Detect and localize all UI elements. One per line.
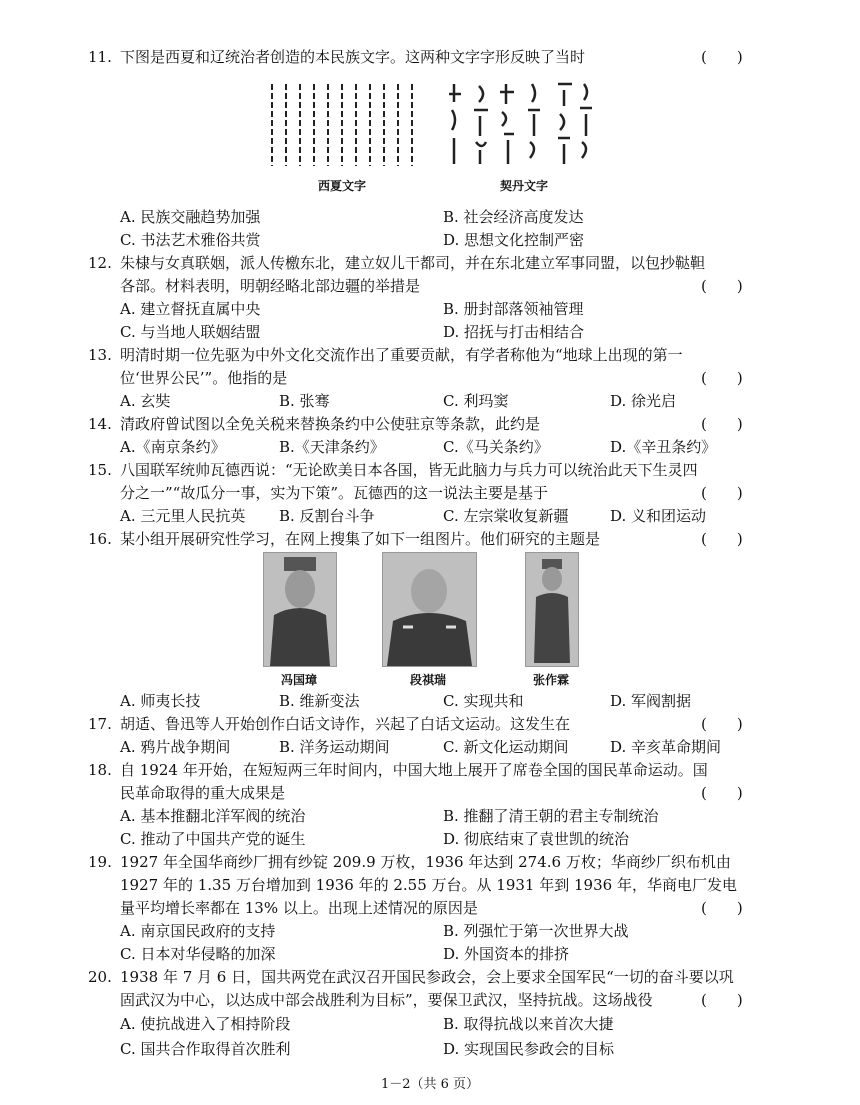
option-c[interactable]: C. 与当地人联姻结盟 [120,323,261,341]
option-c[interactable]: C. 利玛窦 [443,392,509,410]
option-b[interactable]: B. 社会经济高度发达 [443,208,584,226]
answer-bracket: ( ) [701,369,743,387]
khitan-script-image [449,84,592,164]
option-d[interactable]: D. 外国资本的排挤 [443,945,570,963]
options-row [0,505,860,528]
caption-xixia: 西夏文字 [317,179,366,193]
question-17 [0,713,860,736]
option-c[interactable]: C. 左宗棠收复新疆 [443,507,569,525]
option-a[interactable]: A. 使抗战进入了相持阶段 [120,1015,291,1033]
question-number: 11. [88,48,112,66]
option-b[interactable]: B. 推翻了清王朝的君主专制统治 [443,807,659,825]
question-text: 胡适、鲁迅等人开始创作白话文诗作，兴起了白话文运动。这发生在 [120,715,571,733]
option-a[interactable]: A. 民族交融趋势加强 [120,208,261,226]
question-text-line [0,874,860,897]
question-text-line [0,897,860,920]
option-d[interactable]: D.《辛丑条约》 [610,438,717,456]
options-row [0,390,860,413]
option-d[interactable]: D. 辛亥革命期间 [610,738,722,756]
question-12 [0,252,860,275]
question-13 [0,344,860,367]
answer-bracket: ( ) [701,784,743,802]
option-a[interactable]: A. 三元里人民抗英 [120,507,246,525]
option-d[interactable]: D. 彻底结束了袁世凯的统治 [443,830,630,848]
portrait-image [264,553,336,666]
question-text: 位‘世界公民’”。他指的是 [120,369,288,387]
option-c[interactable]: C. 新文化运动期间 [443,738,569,756]
question-text: 某小组开展研究性学习，在网上搜集了如下一组图片。他们研究的主题是 [120,530,601,548]
question-number: 14. [88,415,112,433]
option-b[interactable]: B. 册封部落领袖管理 [443,300,584,318]
option-a[interactable]: A. 鸦片战争期间 [120,738,231,756]
answer-bracket: ( ) [701,530,743,548]
option-d[interactable]: D. 徐光启 [610,392,677,410]
question-text-line [0,989,860,1012]
option-d[interactable]: D. 招抚与打击相结合 [443,323,585,341]
portrait-image [526,553,578,666]
option-c[interactable]: C.《马关条约》 [443,438,549,456]
question-text-line [0,275,860,298]
option-b[interactable]: B. 维新变法 [279,692,360,710]
question-text: 明清时期一位先驱为中外文化交流作出了重要贡献，有学者称他为“地球上出现的第一 [120,346,683,364]
question-text: 清政府曾试图以全免关税来替换条约中公使驻京等条款，此约是 [120,415,541,433]
options-row [0,690,860,713]
page-footer: 1－2（共 6 页） [380,1077,480,1092]
options-row [0,321,860,344]
options-row [0,943,860,966]
question-number: 19. [88,853,112,871]
question-text: 1927 年的 1.35 万台增加到 1936 年的 2.55 万台。从 1931 年到 1936 年，华商电厂发电 [120,876,737,894]
option-b[interactable]: B. 列强忙于第一次世界大战 [443,922,629,940]
option-d[interactable]: D. 军阀割据 [610,692,692,710]
option-a[interactable]: A. 南京国民政府的支持 [120,922,276,940]
option-b[interactable]: B. 张骞 [279,392,330,410]
option-c[interactable]: C. 日本对华侵略的加深 [120,945,276,963]
option-a[interactable]: A. 玄奘 [120,392,171,410]
options-row [0,920,860,943]
question-19 [0,851,860,874]
option-b[interactable]: B. 反割台斗争 [279,507,375,525]
question-14 [0,413,860,436]
answer-bracket: ( ) [701,715,743,733]
question-text: 1938 年 7 月 6 日，国共两党在武汉召开国民参政会，会上要求全国军民“一切的奋斗要以巩 [120,968,734,986]
question-text: 量平均增长率都在 13% 以上。出现上述情况的原因是 [120,899,478,917]
question-text: 固武汉为中心，以达成中部会战胜利为目标”，要保卫武汉，坚持抗战。这场战役 [120,991,653,1009]
answer-bracket: ( ) [701,277,743,295]
xixia-script-image [272,84,412,166]
portrait-photo-1 [263,552,337,667]
caption-khitan: 契丹文字 [499,179,548,193]
option-d[interactable]: D. 义和团运动 [610,507,707,525]
portrait-photo-2 [382,552,477,667]
options-row [0,1038,860,1061]
option-a[interactable]: A. 基本推翻北洋军阀的统治 [120,807,306,825]
question-15 [0,459,860,482]
option-d[interactable]: D. 实现国民参政会的目标 [443,1040,615,1058]
question-text-line [0,367,860,390]
options-row [0,436,860,459]
question-text: 分之一”“故瓜分一事，实为下策”。瓦德西的这一说法主要是基于 [120,484,549,502]
question-number: 18. [88,761,112,779]
question-number: 16. [88,530,112,548]
option-b[interactable]: B. 洋务运动期间 [279,738,390,756]
question-number: 17. [88,715,112,733]
option-c[interactable]: C. 书法艺术雅俗共赏 [120,231,261,249]
option-a[interactable]: A. 师夷长技 [120,692,201,710]
options-row [0,1013,860,1036]
figure-warlord-portraits [260,549,590,689]
option-b[interactable]: B.《天津条约》 [279,438,385,456]
question-text: 1927 年全国华商纱厂拥有纱锭 209.9 万枚，1936 年达到 274.6 万枚；华商纱厂织布机由 [120,853,731,871]
options-row [0,298,860,321]
question-text: 八国联军统帅瓦德西说：“无论欧美日本各国，皆无此脑力与兵力可以统治此天下生灵四 [120,461,698,479]
question-number: 13. [88,346,112,364]
option-a[interactable]: A.《南京条约》 [120,438,226,456]
option-c[interactable]: C. 实现共和 [443,692,524,710]
option-c[interactable]: C. 推动了中国共产党的诞生 [120,830,306,848]
answer-bracket: ( ) [701,991,743,1009]
options-row [0,805,860,828]
question-16 [0,528,860,551]
question-text: 各部。材料表明，明朝经略北部边疆的举措是 [120,277,421,295]
question-text-line [0,482,860,505]
question-18 [0,759,860,782]
caption-feng-guozhang: 冯国璋 [280,673,317,687]
question-text: 下图是西夏和辽统治者创造的本民族文字。这两种文字字形反映了当时 [120,48,586,66]
options-row [0,828,860,851]
question-text-line [0,782,860,805]
option-b[interactable]: B. 取得抗战以来首次大捷 [443,1015,614,1033]
question-text: 朱棣与女真联姻，派人传檄东北，建立奴儿干都司，并在东北建立军事同盟，以包抄鞑靼 [120,254,706,272]
answer-bracket: ( ) [701,48,743,66]
question-number: 15. [88,461,112,479]
portrait-photo-3 [525,552,579,667]
options-row [0,206,860,229]
options-row [0,229,860,252]
portrait-image [383,553,476,666]
option-c[interactable]: C. 国共合作取得首次胜利 [120,1040,291,1058]
question-11 [0,46,860,69]
option-a[interactable]: A. 建立督抚直属中央 [120,300,261,318]
question-text: 自 1924 年开始，在短短两三年时间内，中国大地上展开了席卷全国的国民革命运动。国 [120,761,708,779]
caption-duan-qirui: 段祺瑞 [409,673,446,687]
answer-bracket: ( ) [701,415,743,433]
question-20 [0,966,860,989]
caption-zhang-zuolin: 张作霖 [532,673,569,687]
answer-bracket: ( ) [701,484,743,502]
script-samples-image [264,76,598,176]
question-number: 12. [88,254,112,272]
question-text: 民革命取得的重大成果是 [120,784,286,802]
answer-bracket: ( ) [701,899,743,917]
options-row [0,736,860,759]
figure-xixia-khitan-scripts [264,76,598,194]
question-number: 20. [88,968,112,986]
option-d[interactable]: D. 思想文化控制严密 [443,231,585,249]
